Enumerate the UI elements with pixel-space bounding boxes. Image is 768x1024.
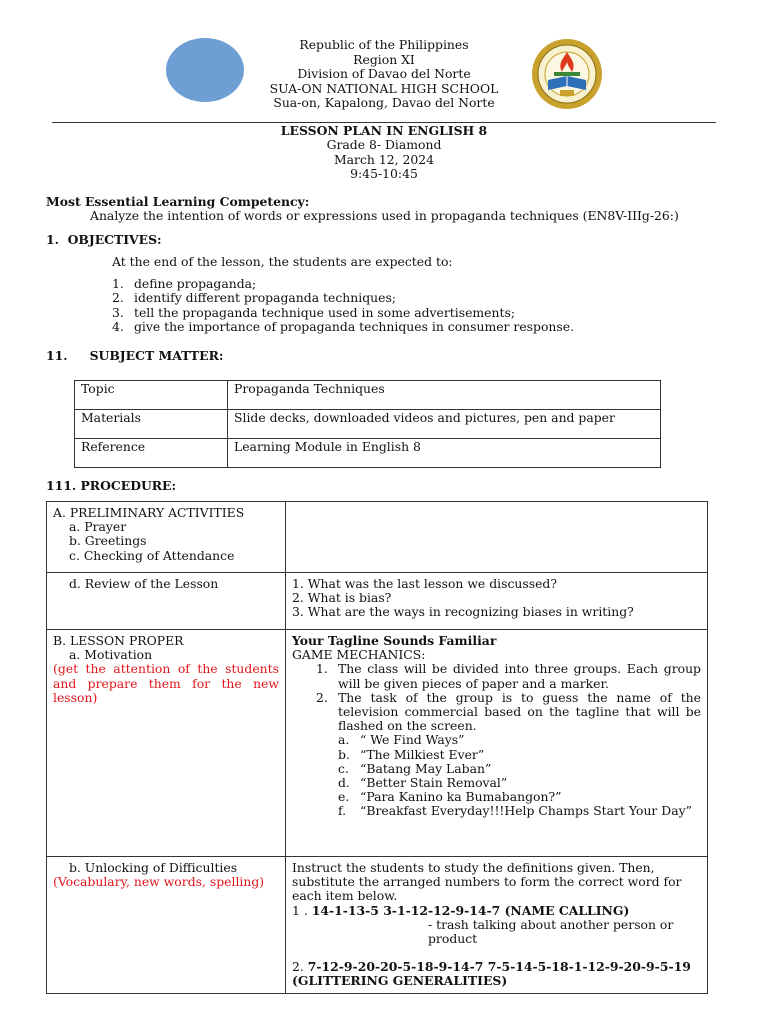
table-cell-label: Materials [75, 410, 228, 439]
objectives-heading [46, 232, 162, 247]
header-line: SUA-ON NATIONAL HIGH SCHOOL [269, 80, 499, 96]
table-cell-value: Slide decks, downloaded videos and pictures, pen and paper [228, 410, 661, 439]
review-questions-cell [286, 573, 708, 630]
item-number: 1. [316, 661, 328, 677]
item-text: give the importance of propaganda techniques in consumer response. [134, 319, 575, 335]
header-line: Republic of the Philippines [299, 37, 469, 52]
motivation-note: (get the attention of the students and prepare them for the new lesson) [53, 661, 279, 705]
list-item [338, 804, 701, 818]
review-question: 1. What was the last lesson we discussed? [292, 576, 557, 591]
item-letter: e. [338, 789, 350, 805]
item-text: “The Milkiest Ever” [360, 746, 485, 762]
subject-matter-heading-text: SUBJECT MATTER: [89, 348, 224, 363]
lesson-proper-cell [47, 630, 286, 857]
item-code: 14-1-13-5 3-1-12-12-9-14-7 (NAME CALLING) [311, 902, 630, 918]
unlocking-content-cell [286, 857, 708, 994]
header-line: Division of Davao del Norte [297, 66, 471, 82]
melc-label: Most Essential Learning Competency: [46, 194, 310, 209]
list-item [338, 762, 701, 776]
item-letter: a. [338, 732, 350, 748]
prelim-item: b. Greetings [69, 533, 147, 549]
item-number: 2. [112, 290, 124, 306]
melc-text: Analyze the intention of words or expressions used in propaganda techniques (EN8V-IIIg-26:) [90, 208, 679, 223]
prelim-item: c. Checking of Attendance [69, 547, 235, 563]
item-number: 2. [292, 959, 304, 975]
item-number: 1 . [292, 902, 308, 918]
item-letter: d. [338, 775, 350, 791]
unlocking-note: (Vocabulary, new words, spelling) [53, 874, 265, 890]
item-text: “Breakfast Everyday!!!Help Champs Start Your Day” [360, 803, 692, 819]
page-title: LESSON PLAN IN ENGLISH 8 [280, 123, 488, 138]
objectives-heading-text: OBJECTIVES: [67, 232, 162, 247]
unlocking-item-1 [292, 904, 701, 918]
review-question: 2. What is bias? [292, 590, 392, 606]
procedure-table [46, 501, 708, 994]
header-line: Region XI [353, 51, 415, 67]
motivation-activity-cell [286, 630, 708, 857]
mechanics-label: GAME MECHANICS: [292, 647, 426, 663]
unlocking-instruction: Instruct the students to study the definitions given. Then, substitute the arranged numbers to form the correct word for each item below. [292, 860, 682, 904]
lesson-proper-title: B. LESSON PROPER [53, 633, 184, 648]
list-item [338, 733, 701, 747]
item-number: 4. [112, 319, 124, 335]
tagline-list [292, 733, 701, 818]
list-item [316, 691, 701, 734]
item-number: 1. [112, 276, 124, 291]
objectives-intro: At the end of the lesson, the students are expected to: [112, 254, 453, 269]
date-line: March 12, 2024 [333, 151, 435, 167]
review-cell [47, 573, 286, 630]
objectives-list [112, 277, 672, 335]
time-line: 9:45-10:45 [350, 166, 418, 182]
item-text: identify different propaganda techniques; [134, 290, 397, 306]
item-letter: f. [338, 803, 347, 819]
table-row [75, 381, 661, 410]
table-row [75, 439, 661, 468]
item-text: The task of the group is to guess the name of the television commercial based on the tagline that will be flashed on the screen. [338, 689, 701, 734]
item-code: 7-12-9-20-20-5-18-9-14-7 7-5-14-5-18-1-12-9-20-9-5-19 (GLITTERING GENERALITIES) [292, 959, 691, 989]
list-item [112, 306, 672, 320]
activity-title: Your Tagline Sounds Familiar [292, 633, 497, 648]
table-row [47, 630, 708, 857]
unlocking-item-2 [292, 960, 701, 988]
list-item [338, 776, 701, 790]
table-row [47, 857, 708, 994]
table-cell-value: Learning Module in English 8 [228, 439, 661, 468]
subject-matter-heading-num: 11. [46, 348, 68, 363]
prelim-empty-cell [286, 502, 708, 573]
item-text: “Batang May Laban” [360, 760, 492, 776]
item-letter: c. [338, 760, 349, 776]
prelim-item: a. Prayer [69, 519, 127, 535]
header-line: Sua-on, Kapalong, Davao del Norte [273, 95, 495, 111]
table-row [47, 573, 708, 630]
table-row [47, 502, 708, 573]
mechanics-list [292, 662, 701, 733]
list-item [338, 748, 701, 762]
table-cell-label: Topic [75, 381, 228, 410]
item-number: 2. [316, 689, 328, 705]
grade-line: Grade 8- Diamond [326, 137, 442, 153]
subject-matter-table [74, 380, 661, 468]
item-text: “ We Find Ways” [360, 732, 465, 748]
review-label: d. Review of the Lesson [69, 576, 219, 591]
list-item [316, 662, 701, 690]
table-row [75, 410, 661, 439]
table-cell-value: Propaganda Techniques [228, 381, 661, 410]
motivation-label: a. Motivation [69, 647, 153, 663]
list-item [112, 277, 672, 291]
list-item [112, 320, 672, 334]
unlocking-cell [47, 857, 286, 994]
item-text: tell the propaganda technique used in some advertisements; [134, 304, 515, 320]
item-number: 3. [112, 304, 124, 320]
item-text: define propaganda; [134, 276, 257, 291]
item-definition: - trash talking about another person or product [428, 916, 674, 947]
item-letter: b. [338, 746, 350, 762]
procedure-heading: 111. PROCEDURE: [46, 478, 177, 493]
list-item [112, 291, 672, 305]
objectives-heading-num: 1. [46, 232, 59, 247]
subject-matter-heading [46, 348, 223, 363]
item-text: The class will be divided into three groups. Each group will be given pieces of paper and a marker. [338, 661, 701, 691]
prelim-cell [47, 502, 286, 573]
prelim-title: A. PRELIMINARY ACTIVITIES [53, 505, 245, 520]
table-cell-label: Reference [75, 439, 228, 468]
school-header [0, 38, 768, 111]
list-item [338, 790, 701, 804]
review-question: 3. What are the ways in recognizing biases in writing? [292, 604, 634, 620]
unlocking-label: b. Unlocking of Difficulties [69, 860, 238, 875]
title-block [0, 124, 768, 182]
item-text: “Better Stain Removal” [360, 775, 508, 791]
item-text: “Para Kanino ka Bumabangon?” [360, 789, 562, 805]
